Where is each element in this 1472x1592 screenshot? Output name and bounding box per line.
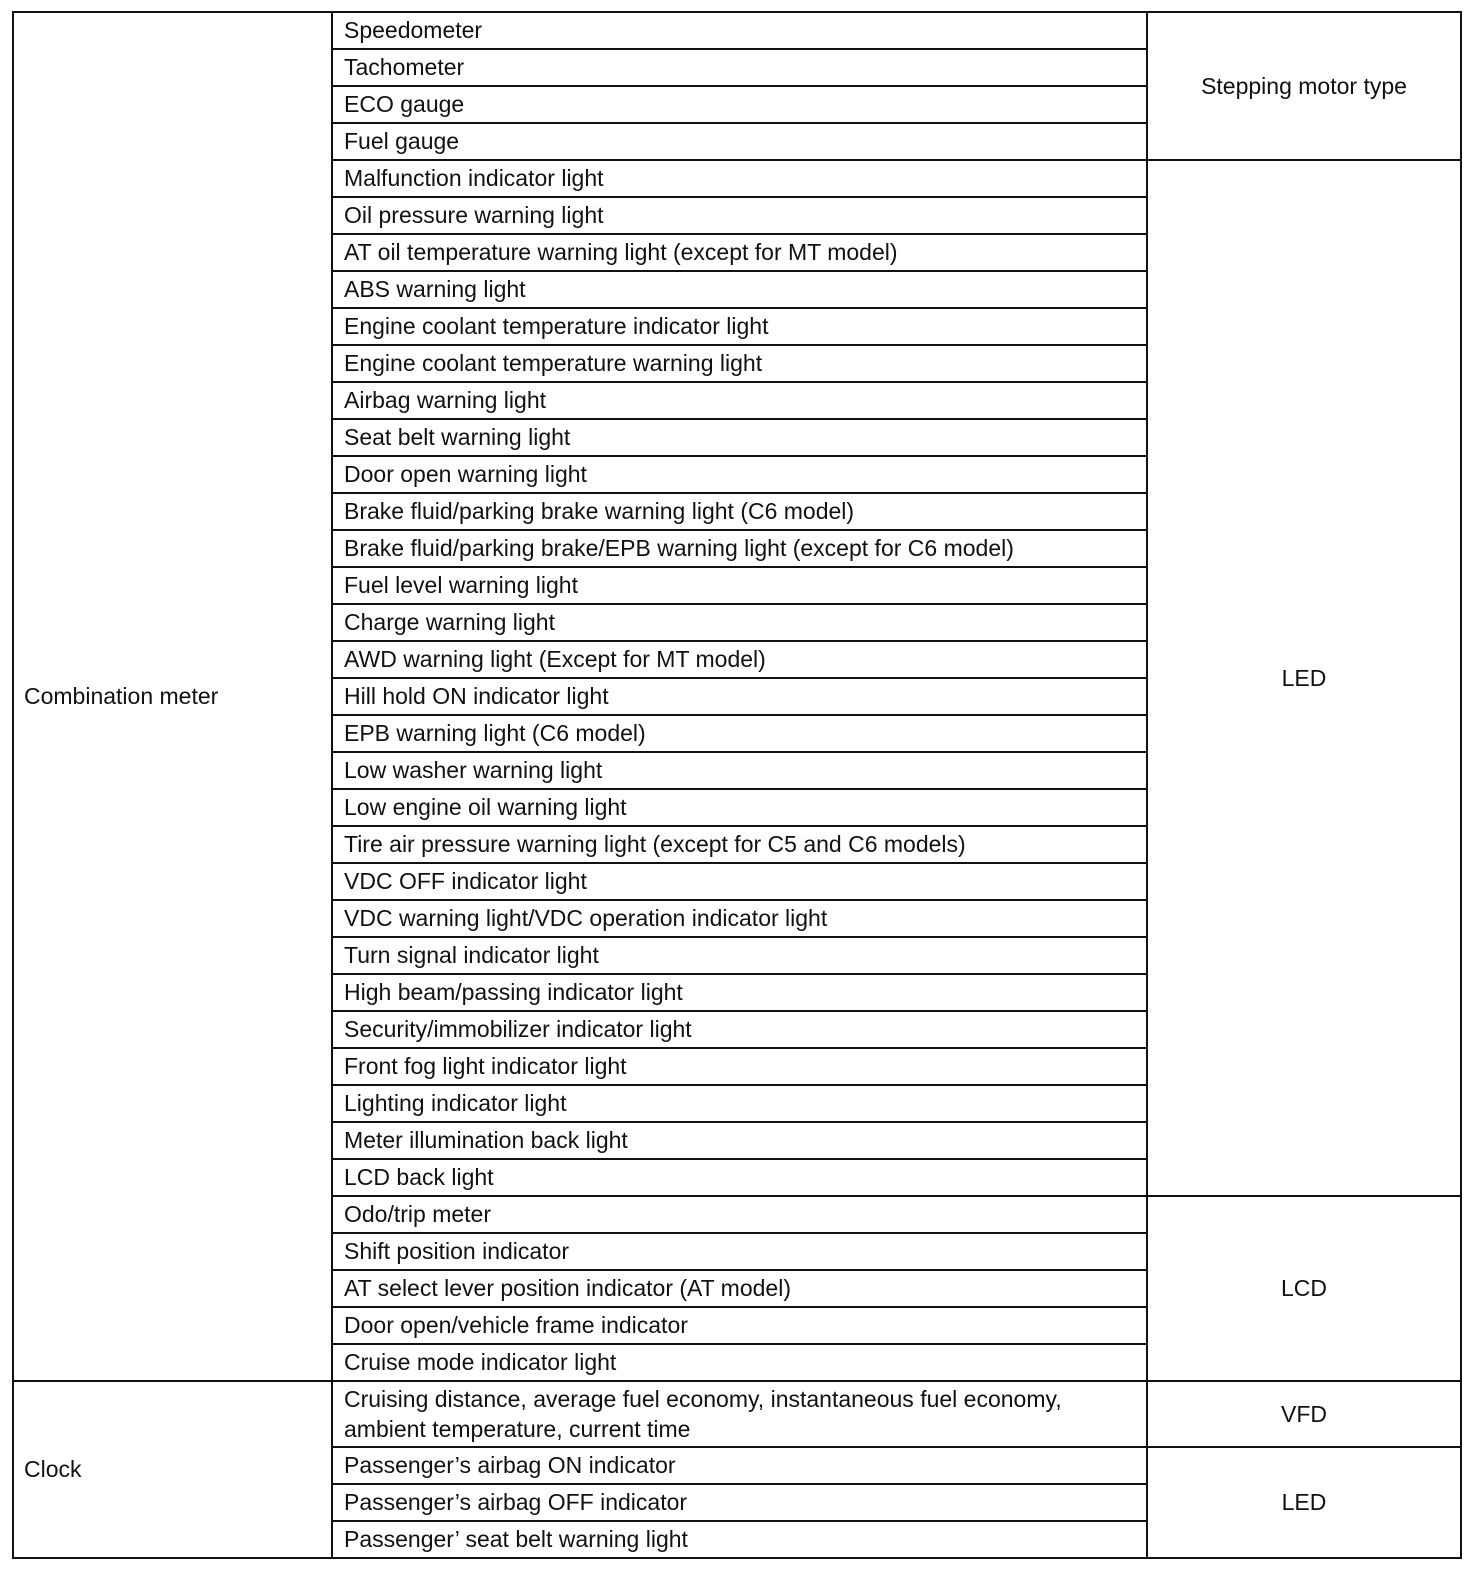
component-name-cell: Clock (13, 1381, 332, 1558)
item-name-cell: Cruising distance, average fuel economy, instantaneous fuel economy, ambient temperature, current time (332, 1381, 1147, 1447)
item-name-cell: AT select lever position indicator (AT model) (332, 1270, 1147, 1307)
display-type-cell: LCD (1147, 1196, 1461, 1381)
item-name-cell: EPB warning light (C6 model) (332, 715, 1147, 752)
display-type-cell: LED (1147, 1447, 1461, 1558)
item-name-cell: ECO gauge (332, 86, 1147, 123)
table-row (13, 12, 1461, 49)
table-row (13, 1381, 1461, 1447)
table-body (13, 12, 1461, 1558)
item-name-cell: Door open warning light (332, 456, 1147, 493)
item-name-cell: Front fog light indicator light (332, 1048, 1147, 1085)
item-name-cell: Oil pressure warning light (332, 197, 1147, 234)
item-name-cell: Brake fluid/parking brake warning light (C6 model) (332, 493, 1147, 530)
item-name-cell: Security/immobilizer indicator light (332, 1011, 1147, 1048)
item-name-cell: ABS warning light (332, 271, 1147, 308)
item-name-cell: Cruise mode indicator light (332, 1344, 1147, 1381)
item-name-cell: Passenger’ seat belt warning light (332, 1521, 1147, 1558)
display-type-cell: VFD (1147, 1381, 1461, 1447)
item-name-cell: Fuel gauge (332, 123, 1147, 160)
item-name-cell: Odo/trip meter (332, 1196, 1147, 1233)
item-name-cell: Fuel level warning light (332, 567, 1147, 604)
item-name-cell: AT oil temperature warning light (except for MT model) (332, 234, 1147, 271)
item-name-cell: Charge warning light (332, 604, 1147, 641)
item-name-cell: Speedometer (332, 12, 1147, 49)
component-name-cell: Combination meter (13, 12, 332, 1381)
item-name-cell: Seat belt warning light (332, 419, 1147, 456)
item-name-cell: Passenger’s airbag ON indicator (332, 1447, 1147, 1484)
display-type-cell: LED (1147, 160, 1461, 1196)
item-name-cell: Meter illumination back light (332, 1122, 1147, 1159)
item-name-cell: Brake fluid/parking brake/EPB warning light (except for C6 model) (332, 530, 1147, 567)
item-name-cell: Passenger’s airbag OFF indicator (332, 1484, 1147, 1521)
item-name-cell: Turn signal indicator light (332, 937, 1147, 974)
item-name-cell: Door open/vehicle frame indicator (332, 1307, 1147, 1344)
item-name-cell: Hill hold ON indicator light (332, 678, 1147, 715)
item-name-cell: Tire air pressure warning light (except for C5 and C6 models) (332, 826, 1147, 863)
specification-table (12, 11, 1462, 1559)
item-name-cell: LCD back light (332, 1159, 1147, 1196)
item-name-cell: VDC OFF indicator light (332, 863, 1147, 900)
item-name-cell: AWD warning light (Except for MT model) (332, 641, 1147, 678)
item-name-cell: Engine coolant temperature warning light (332, 345, 1147, 382)
item-name-cell: VDC warning light/VDC operation indicator light (332, 900, 1147, 937)
item-name-cell: Shift position indicator (332, 1233, 1147, 1270)
item-name-cell: Malfunction indicator light (332, 160, 1147, 197)
item-name-cell: Low washer warning light (332, 752, 1147, 789)
display-type-cell: Stepping motor type (1147, 12, 1461, 160)
item-name-cell: Airbag warning light (332, 382, 1147, 419)
item-name-cell: Lighting indicator light (332, 1085, 1147, 1122)
item-name-cell: Low engine oil warning light (332, 789, 1147, 826)
item-name-cell: High beam/passing indicator light (332, 974, 1147, 1011)
item-name-cell: Engine coolant temperature indicator light (332, 308, 1147, 345)
item-name-cell: Tachometer (332, 49, 1147, 86)
